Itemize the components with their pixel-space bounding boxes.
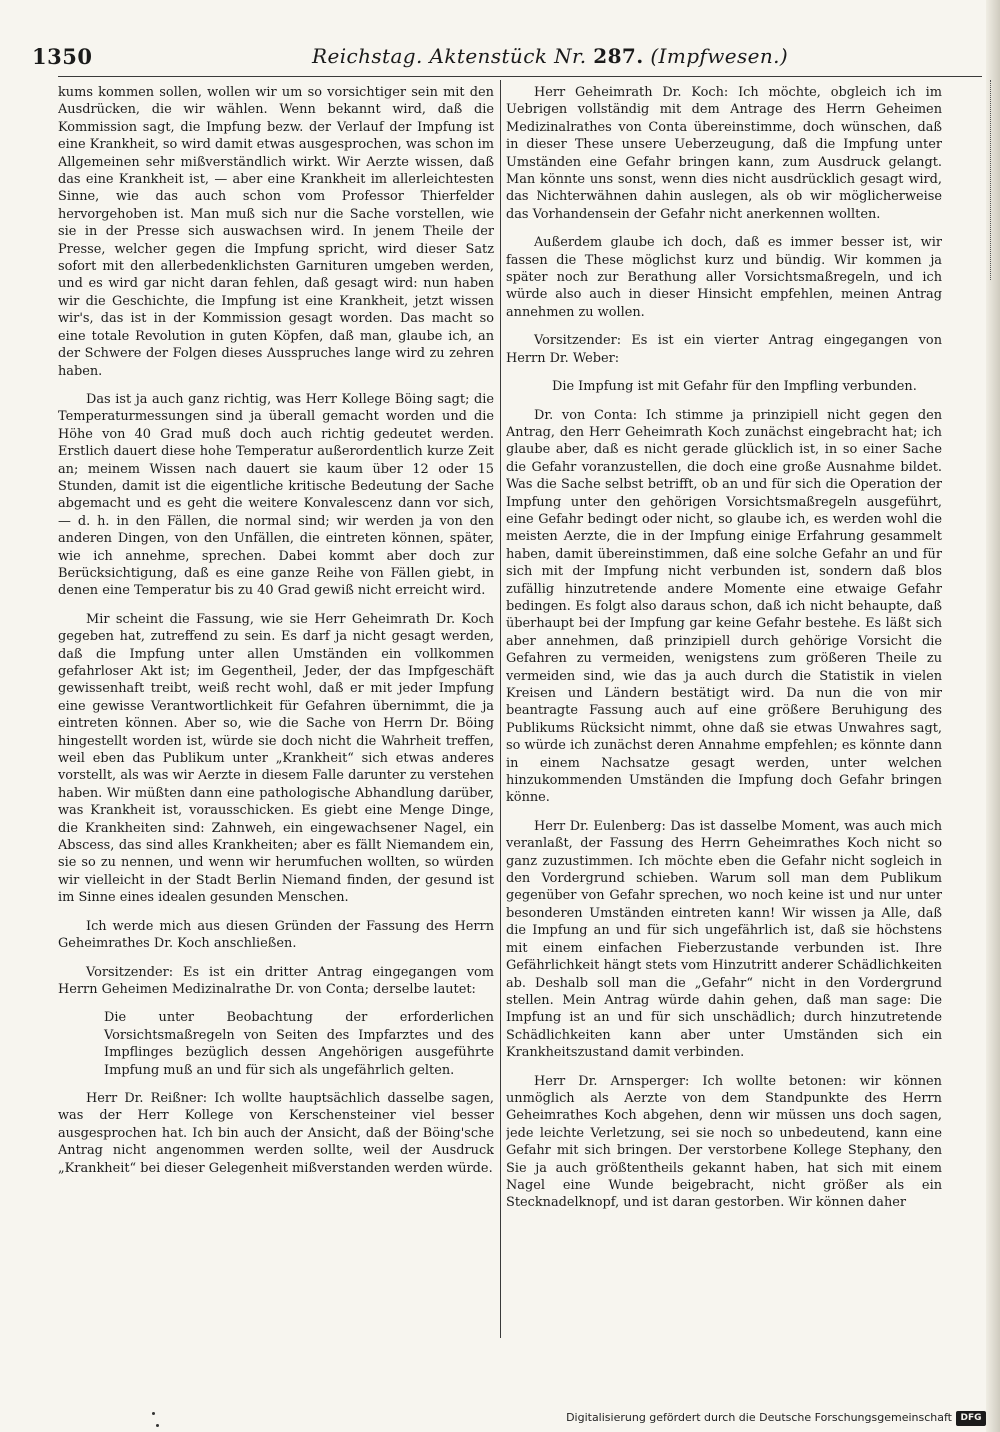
left-column <box>58 84 494 1316</box>
document-number: 287. <box>593 44 644 68</box>
speaker-paragraph: Herr Dr. Eulenberg: Das ist dasselbe Moment, was auch mich veranlaßt, der Fassung des Herrn Geheimrathes Koch nicht so ganz zuzustimmen. Ich möchte eben die Gefahr nicht sogleich in den Vordergrund schieben. Warum soll man dem Publikum gegenüber von Gefahr sprechen, wo noch keine ist und nur unter besonderen Umständen eintreten kann! Wir wissen ja Alle, daß die Impfung an und für sich ungefährlich ist, daß sie höchstens mit einem einfachen Fieberzustande verbunden ist. Ihre Gefährlichkeit hängt stets vom Hinzutritt anderer Schädlichkeiten ab. Deshalb soll man die „Gefahr“ nicht in den Vordergrund stellen. Mein Antrag würde dahin gehen, daß man sage: Die Impfung ist an und für sich unschädlich; durch hinzutretende Schädlichkeiten kann aber unter Umständen sich ein Krankheitszustand damit verbinden. <box>506 818 942 1061</box>
section-title: (Impfwesen.) <box>650 44 789 68</box>
speaker-paragraph: Vorsitzender: Es ist ein dritter Antrag eingegangen vom Herrn Geheimen Medizinalrathe Dr. von Conta; derselbe lautet: <box>58 964 494 997</box>
paragraph: Außerdem glaube ich doch, daß es immer besser ist, wir fassen die These möglichst kurz und bündig. Wir kommen ja später noch zur Berathung aller Vorsichtsmaßregeln, und ich würde also auch in dieser Hinsicht empfehlen, meinen Antrag annehmen zu wollen. <box>506 235 942 320</box>
scan-speck <box>152 1412 155 1415</box>
speaker-paragraph: Herr Dr. Reißner: Ich wollte hauptsächlich dasselbe sagen, was der Herr Kollege von Kerschensteiner viel besser ausgesprochen hat. Ich bin auch der Ansicht, daß der Böing'sche Antrag nicht angenommen werden sollte, weil der Ausdruck „Krankheit“ bei dieser Gelegenheit mißverstanden werden würde. <box>58 1090 494 1176</box>
dfg-logo: DFG <box>956 1411 986 1426</box>
digitization-credit: Digitalisierung gefördert durch die Deutsche Forschungsgemeinschaft <box>566 1411 952 1424</box>
motion-quote: Die Impfung ist mit Gefahr für den Impfling verbunden. <box>552 379 917 395</box>
speaker-paragraph: Dr. von Conta: Ich stimme ja prinzipiell nicht gegen den Antrag, den Herr Geheimrath Koch zunächst eingebracht hat; ich glaube aber, daß es nicht gerade glücklich ist, in so einer Sache die Gefahr voranzustellen, die doch eine große Ausnahme bildet. Was die Sache selbst betrifft, ob an und für sich die Operation der Impfung unter den gehörigen Vorsichtsmaßregeln ausgeführt, eine Gefahr bedingt oder nicht, so glaube ich, es werden wohl die meisten Aerzte, die in der Impfung einige Erfahrung gesammelt haben, damit übereinstimmen, daß eine solche Gefahr an und für sich mit der Impfung nicht verbunden ist, sondern daß blos zufällig hinzutretende andere Momente eine etwaige Gefahr bedingen. Es folgt also daraus schon, daß ich nicht behaupte, daß überhaupt bei der Impfung gar keine Gefahr bestehe. Es läßt sich aber annehmen, daß prinzipiell durch gehörige Vorsicht die Gefahren zu vermeiden, wenigstens zum größeren Theile zu vermeiden sind, wie das ja auch durch die Statistik in vielen Kreisen und Ländern bestätigt wird. Da nun die von mir beantragte Fassung auch auf eine größere Beruhigung des Publikums Rücksicht nimmt, ohne daß sie etwas Unwahres sagt, so würde ich zunächst deren Annahme empfehlen; es könnte dann in einem Nachsatze gesagt werden, unter welchen hinzukommenden Umständen die Impfung doch Gefahr bringen könne. <box>506 407 942 806</box>
spine-marks <box>990 80 997 280</box>
speaker-paragraph: Herr Dr. Arnsperger: Ich wollte betonen: wir können unmöglich als Aerzte von dem Standpunkte des Herrn Geheimrathes Koch abgehen, denn wir müssen uns doch sagen, jede leichte Verletzung, sei sie noch so unbedeutend, kann eine Gefahr mit sich bringen. Der verstorbene Kollege Stephany, den Sie ja auch größtentheils gekannt haben, hat sich mit einem Nagel eine Wunde beigebracht, nicht größer als ein Stecknadelknopf, und ist daran gestorben. Wir können daher <box>506 1073 942 1211</box>
paragraph: Ich werde mich aus diesen Gründen der Fassung des Herrn Geheimrathes Dr. Koch anschließen. <box>58 918 494 952</box>
running-head-title: Reichstag. Aktenstück Nr. <box>312 44 587 68</box>
motion-quote: Die unter Beobachtung der erforderlichen Vorsichtsmaßregeln von Seiten des Impfarztes und des Impflinges bezüglich dessen Angehörigen ausgeführte Impfung muß an und für sich als ungefährlich gelten. <box>104 1010 494 1078</box>
speaker-paragraph: Vorsitzender: Es ist ein vierter Antrag eingegangen von Herrn Dr. Weber: <box>506 333 942 366</box>
paragraph: kums kommen sollen, wollen wir um so vorsichtiger sein mit den Ausdrücken, die wir wählen. Wenn bekannt wird, daß die Kommission sagt, die Impfung bezw. der Verlauf der Impfung ist eine Krankheit, so wird damit etwas ausgesprochen, was schon im Allgemeinen sehr mißverständlich wirkt. Wir Aerzte wissen, daß das eine Krankheit ist, — aber eine Krankheit im allerleichtesten Sinne, wie das auch schon vom Professor Thierfelder hervorgehoben ist. Man muß sich nur die Sache vorstellen, wie sie in der Presse sich auswachsen wird. In jenem Theile der Presse, welcher gegen die Impfung spricht, wird dieser Satz sofort mit den allerbedenklichsten Garnituren umgeben werden, und es wird gar nicht daran fehlen, daß gesagt wird: nun haben wir die Geschichte, die Impfung ist eine Krankheit, jetzt wissen wir's, das ist in der Kommission gesagt worden. Das macht so eine totale Revolution in guten Köpfen, daß man, glaube ich, an der Schwere der Folgen dieses Ausspruches lange wird zu zehren haben. <box>58 85 494 379</box>
paragraph: Das ist ja auch ganz richtig, was Herr Kollege Böing sagt; die Temperaturmessungen sind ja überall gemacht worden und die Höhe von 40 Grad muß doch auch richtig gedeutet werden. Erstlich dauert diese hohe Temperatur außerordentlich kurze Zeit an; meinem Wissen nach dauert sie kaum über 12 oder 15 Stunden, damit ist die eigentliche kritische Bedeutung der Sache abgemacht und es geht die weitere Konvalescenz dann vor sich, — d. h. in den Fällen, die normal sind; wir werden ja von den anderen Dingen, von den Unfällen, die eintreten können, später, wie ich annehme, sprechen. Dabei kommt aber doch zur Berücksichtigung, daß es eine ganze Reihe von Fällen giebt, in denen eine Temperatur bis zu 40 Grad gewiß nicht erreicht wird. <box>58 391 494 599</box>
header-rule <box>58 76 982 77</box>
paragraph: Mir scheint die Fassung, wie sie Herr Geheimrath Dr. Koch gegeben hat, zutreffend zu sein. Es darf ja nicht gesagt werden, daß die Impfung unter allen Umständen ein vollkommen gefahrloser Akt ist; im Gegentheil, Jeder, der das Impfgeschäft gewissenhaft treibt, weiß recht wohl, daß er mit jeder Impfung eine gewisse Verantwortlichkeit für Gefahren übernimmt, die ja eintreten können. Aber so, wie die Sache von Herrn Dr. Böing hingestellt worden ist, würde sie doch nicht die Wahrheit treffen, weil eben das Publikum unter „Krankheit“ sich etwas anderes vorstellt, als was wir Aerzte in diesem Falle darunter zu verstehen haben. Wir müßten dann eine pathologische Abhandlung darüber, was Krankheit ist, vorausschicken. Es giebt eine Menge Dinge, die Krankheiten sind: Zahnweh, ein eingewachsener Nagel, ein Abscess, das sind alles Krankheiten; aber es fällt Niemandem ein, sie so zu nennen, und wenn wir herumfuchen wollten, so würden wir vielleicht in der Stadt Berlin Niemand finden, der gesund ist im Sinne eines idealen gesunden Menschen. <box>58 611 494 906</box>
speaker-paragraph: Herr Geheimrath Dr. Koch: Ich möchte, obgleich ich im Uebrigen vollständig mit dem Antrage des Herrn Geheimen Medizinalrathes von Conta übereinstimme, doch wünschen, daß in dieser These unsere Ueberzeugung, daß die Impfung unter Umständen eine Gefahr bringen kann, zum Ausdruck gelangt. Man könnte uns sonst, wenn dies nicht ausdrücklich gesagt wird, das Nichterwähnen dahin auslegen, als ob wir möglicherweise das Vorhandensein der Gefahr nicht anerkennen wollten. <box>506 85 942 222</box>
scan-speck <box>156 1424 159 1427</box>
right-column <box>506 84 942 1316</box>
column-divider <box>500 80 501 1338</box>
running-head <box>312 44 788 68</box>
page-number: 1350 <box>32 44 93 69</box>
